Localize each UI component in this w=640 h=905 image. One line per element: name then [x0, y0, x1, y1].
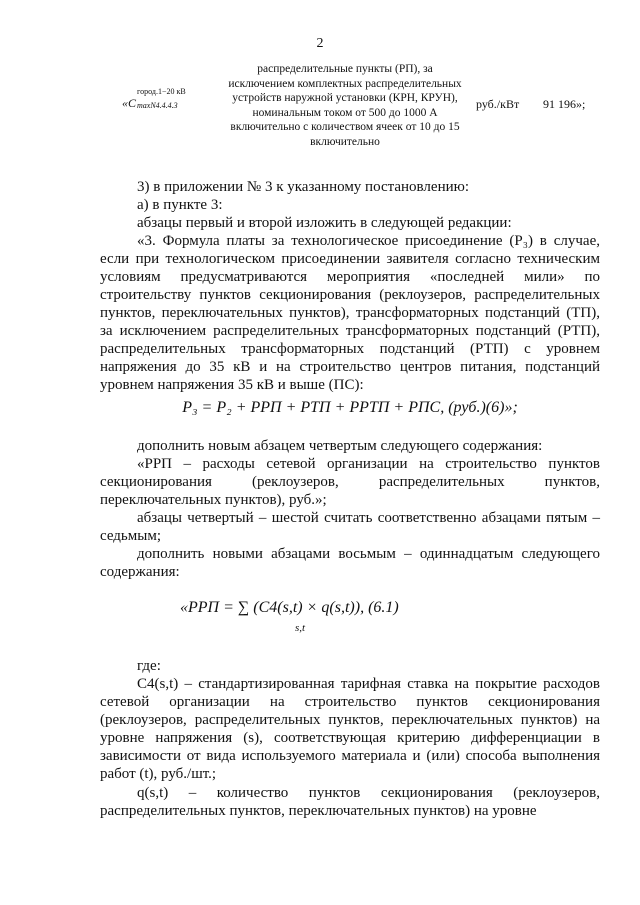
paragraphs-1-2-instruction: абзацы первый и второй изложить в следующей редакции: — [137, 215, 512, 231]
item-a: а) в пункте 3: — [137, 197, 223, 213]
c4-definition: C4(s,t) – стандартизированная тарифная ставка на покрытие расходов сетевой организации на строительство пунктов секционирования (реклоузеров, распределительных пунктов, переключательных пунктов) на уровне напряжения (s), соответствующая критерию дифференциации в зависимости от вида используемого материала и (или) способа выполнения работ (t), руб./шт.; — [100, 676, 600, 782]
formula-open-quote: « — [122, 96, 128, 110]
formula-prp-sum: «PРП = ∑ (C4(s,t) × q(s,t)), (6.1) — [180, 599, 399, 616]
table-formula-cell — [122, 87, 186, 110]
paragraph-3-text: «3. Формула платы за технологическое присоединение (P₃) в случае, если при технологическом присоединении заявителя согласно техническим условиям предусматриваются мероприятия «последней мили» по строительству пунктов секционирования (реклоузеров, распределительных пунктов, переключательных пунктов), трансформаторных подстанций (ТП), за исключением распределительных трансформаторных подстанций (РТП), распределительных трансформаторных подстанций (РТП) с уровнем напряжения до 35 кВ и на строительство центров питания, подстанций уровнем напряжения 35 кВ и выше (ПС): — [100, 233, 600, 393]
q-definition: q(s,t) – количество пунктов секционирования (реклоузеров, распределительных пунктов, переключательных пунктов) на уровне — [100, 785, 600, 819]
page-number: 2 — [316, 36, 324, 51]
prp-definition: «PРП – расходы сетевой организации на строительство пунктов секционирования (реклоузеров, распределительных пунктов, переключательных пунктов), руб.»; — [100, 456, 600, 508]
table-unit-cell: руб./кВт — [476, 97, 520, 111]
formula-p3: P₃ = P₂ + PРП + PТП + PРТП + PПС, (руб.)(6)»; — [182, 399, 518, 416]
formula-symbol: C — [128, 96, 137, 110]
add-paragraphs-8-11-instruction: дополнить новыми абзацами восьмым – одиннадцатым следующего содержания: — [100, 546, 600, 580]
table-value-cell: 91 196»; — [543, 97, 586, 111]
where-label: где: — [137, 658, 161, 674]
formula-superscript: город.1−20 кВ — [137, 87, 186, 96]
add-paragraph-4-instruction: дополнить новым абзацем четвертым следующего содержания: — [137, 438, 543, 454]
sum-limits: s,t — [295, 622, 306, 634]
formula-subscript: maxN4.4.4.3 — [137, 101, 178, 110]
table-description-cell: распределительные пункты (РП), за исключением комплектных распределительных устройств наружной установки (КРН, КРУН), номинальным током от 500 до 1000 А включительно с количеством ячеек от 10 до 15 включительно — [228, 63, 462, 148]
renumber-paragraphs: абзацы четвертый – шестой считать соответственно абзацами пятым – седьмым; — [100, 510, 600, 544]
item-3: 3) в приложении № 3 к указанному постановлению: — [137, 179, 469, 195]
